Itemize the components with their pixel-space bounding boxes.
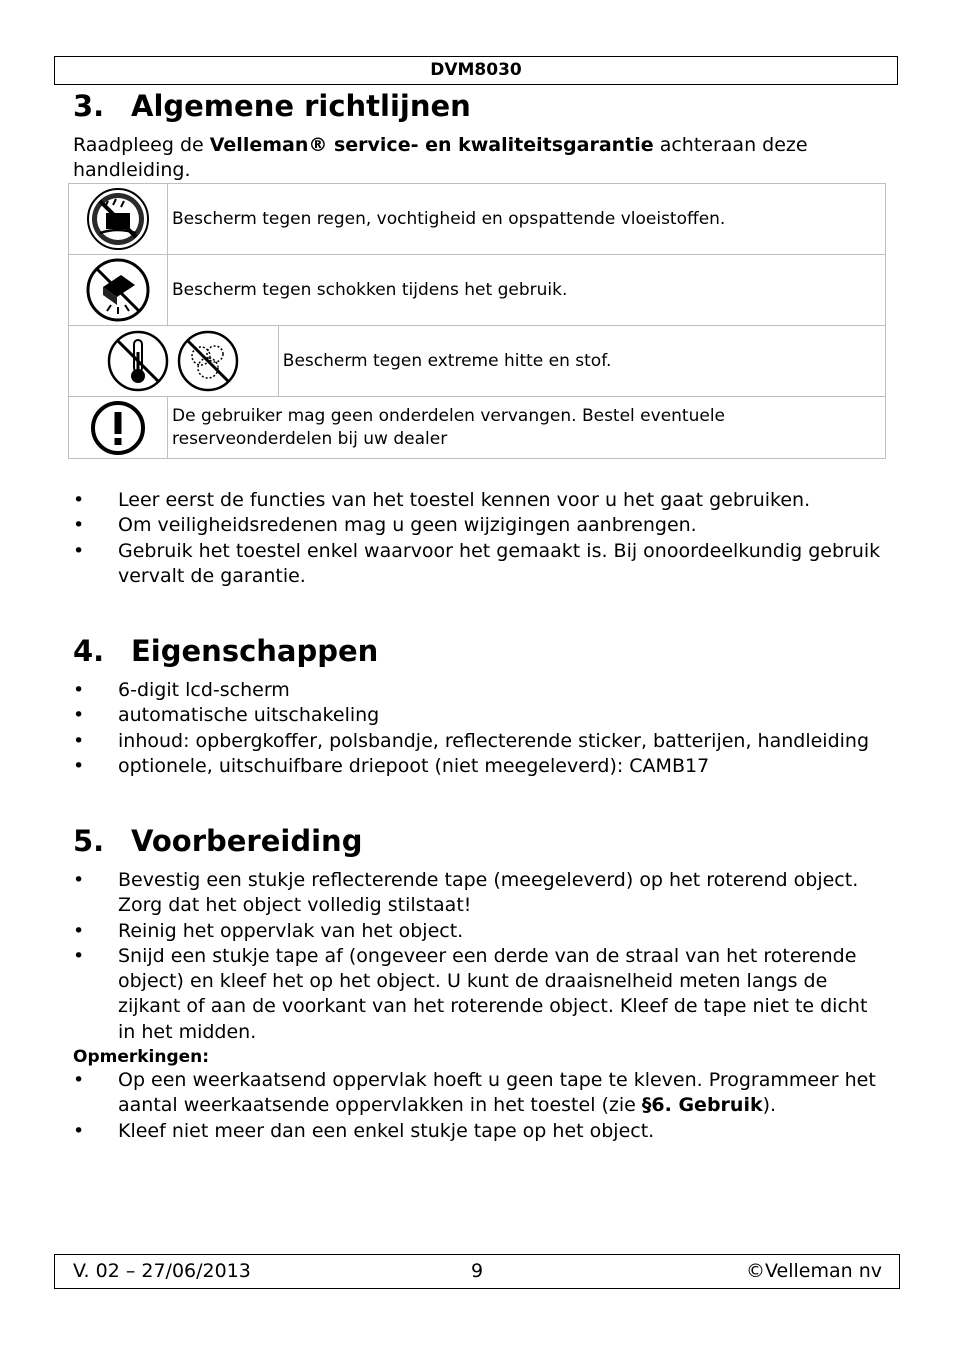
no-shock-icon: [69, 257, 167, 323]
list-item: • Leer eerst de functies van het toestel kennen voor u het gaat gebruiken.: [73, 488, 888, 513]
features-list: [73, 678, 888, 779]
section-5-heading: [73, 823, 362, 859]
intro-paragraph: [73, 133, 888, 183]
symbol-cell: [69, 326, 279, 397]
symbol-text: Bescherm tegen regen, vochtigheid en opspattende vloeistoffen.: [168, 184, 886, 255]
list-item: • optionele, uitschuifbare driepoot (niet meegeleverd): CAMB17: [73, 754, 888, 779]
safety-symbols-table: [68, 183, 886, 459]
section-number: 4.: [73, 634, 105, 668]
intro-text: Raadpleeg de: [73, 134, 210, 156]
page-footer: [54, 1254, 900, 1289]
section-title: Voorbereiding: [131, 824, 363, 858]
footer-page-number: 9: [470, 1260, 484, 1282]
list-item: • automatische uitschakeling: [73, 703, 888, 728]
section-number: 3.: [73, 89, 105, 123]
list-item: • Kleef niet meer dan een enkel stukje tape op het object.: [73, 1119, 888, 1144]
notes-list: [73, 1068, 888, 1144]
section-title: Eigenschappen: [131, 634, 379, 668]
section-4-heading: [73, 633, 378, 669]
symbol-cell: [69, 255, 168, 326]
symbol-row: [69, 326, 886, 397]
list-item: • Om veiligheidsredenen mag u geen wijzigingen aanbrengen.: [73, 513, 888, 538]
warning-icon: [69, 400, 167, 456]
general-guidelines-list: [73, 488, 888, 589]
symbol-row: [69, 397, 886, 459]
list-item: • Bevestig een stukje reflecterende tape (meegeleverd) op het roterend object. Zorg dat het object volledig stilstaat!: [73, 868, 888, 919]
intro-bold-text: Velleman® service- en kwaliteitsgarantie: [209, 134, 654, 156]
preparation-list: [73, 868, 888, 1045]
notes-title: Opmerkingen:: [73, 1047, 210, 1067]
symbol-text: De gebruiker mag geen onderdelen vervangen. Bestel eventuele reserveonderdelen bij uw dealer: [168, 397, 886, 459]
section-title: Algemene richtlijnen: [131, 89, 471, 123]
list-item: • Reinig het oppervlak van het object.: [73, 919, 888, 944]
list-item: • 6-digit lcd-scherm: [73, 678, 888, 703]
footer-version: V. 02 – 27/06/2013: [73, 1260, 251, 1282]
footer-copyright: ©Velleman nv: [746, 1260, 882, 1282]
symbol-row: [69, 184, 886, 255]
no-heat-dust-icon: [107, 330, 239, 392]
page-header-model: DVM8030: [54, 56, 898, 85]
intro-text-end: achteraan deze handleiding.: [73, 134, 808, 181]
list-item: • Snijd een stukje tape af (ongeveer een derde van de straal van het roterende object) en kleef het op het object. U kunt de draaisnelheid meten langs de zijkant of aan de voorkant van het roterende object. Kleef de tape niet te dicht in het midden.: [73, 944, 888, 1045]
symbol-text: Bescherm tegen schokken tijdens het gebruik.: [168, 255, 886, 326]
symbol-cell: [69, 397, 168, 459]
symbol-cell: [69, 184, 168, 255]
note-text: Op een weerkaatsend oppervlak hoeft u geen tape te kleven. Programmeer het aantal weerkaatsende oppervlakken in het toestel (zie: [118, 1069, 876, 1117]
note-link-text: §6. Gebruik: [641, 1094, 763, 1117]
list-item: • inhoud: opbergkoffer, polsbandje, reflecterende sticker, batterijen, handleiding: [73, 729, 888, 754]
no-rain-icon: [69, 187, 167, 251]
list-item: [73, 1068, 888, 1119]
section-3-heading: [73, 88, 471, 124]
note-text-end: ).: [762, 1094, 777, 1117]
section-number: 5.: [73, 824, 105, 858]
list-item: • Gebruik het toestel enkel waarvoor het gemaakt is. Bij onoordeelkundig gebruik vervalt de garantie.: [73, 539, 888, 590]
symbol-row: [69, 255, 886, 326]
symbol-text: Bescherm tegen extreme hitte en stof.: [278, 326, 885, 397]
